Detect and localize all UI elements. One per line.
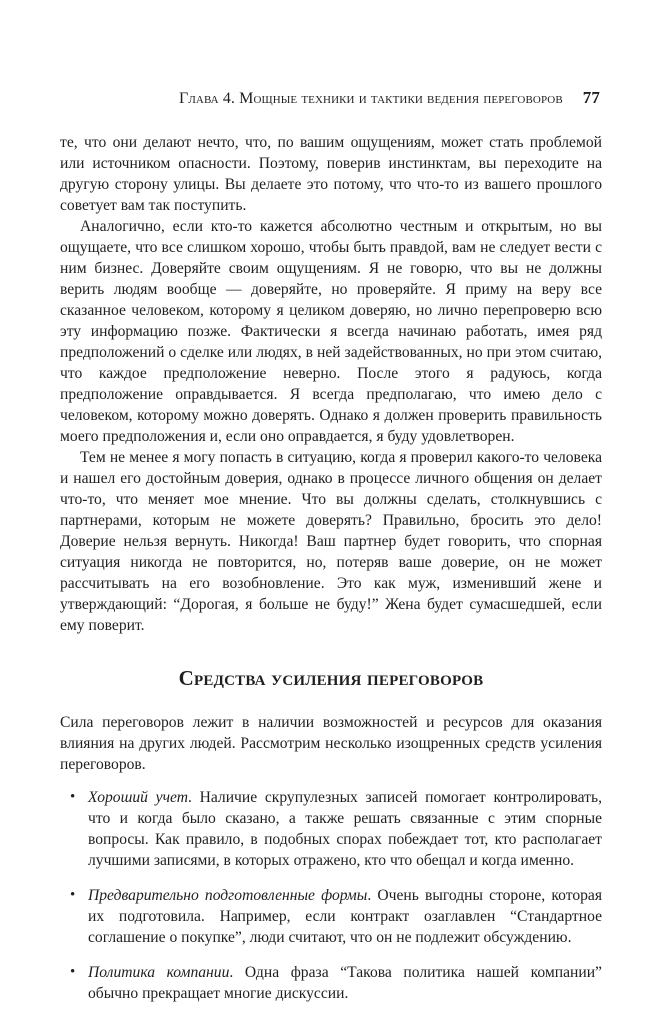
section-intro-paragraph: Сила переговоров лежит в наличии возможностей и ресурсов для оказания влияния на других людей. Рассмотрим несколько изощренных средств усиления переговоров. [60,714,602,773]
page-number: 77 [582,88,600,107]
page-body [60,132,602,1018]
bullet-list [60,787,602,1004]
section-heading: Средства усиления переговоров [178,666,484,690]
list-item [60,787,602,871]
list-item-term: Хороший учет [88,789,188,806]
paragraph-continued: те, что они делают нечто, что, по вашим ощущениям, может стать проблемой или источником опасности. Поэтому, поверив инстинктам, вы переходите на другую сторону улицы. Вы делаете это потому, что что-то из вашего прошлого советует вам так поступить. [60,134,602,214]
bullet-icon: • [70,887,76,903]
list-item-text: . Наличие скрупулезных записей помогает контролировать, что и когда было сказано, а также решать связанные с этим спорные вопросы. Как правило, в подобных спорах побеждает тот, кто располагает лучшими записями, в которых отражено, кто что обещал и когда именно. [88,789,602,869]
list-item [60,962,602,1004]
bullet-icon: • [70,964,76,980]
list-item-text: . Очень выгодны стороне, которая их подготовила. Например, если контракт озаглавлен “Стандартное соглашение о покупке”, люди считают, что он не подлежит обсуждению. [88,887,603,946]
list-item-term: Политика компании [88,964,230,981]
list-item-term: Предварительно подготовленные формы [88,887,368,904]
paragraph: Тем не менее я могу попасть в ситуацию, когда я проверил какого-то человека и нашел его достойным доверия, однако в процессе личного общения он делает что-то, что меняет мое мнение. Что вы должны сделать, столкнувшись с партнерами, которым не можете доверять? Правильно, бросить это дело! Доверие нельзя вернуть. Никогда! Ваш партнер будет говорить, что спорная ситуация никогда не повторится, но, потеряв ваше доверие, он не может рассчитывать на его возобновление. Это как муж, изменивший жене и утверждающий: “Дорогая, я больше не буду!” Жена будет сумасшедшей, если ему поверит. [60,449,602,634]
list-item-text: . Одна фраза “Такова политика нашей компании” обычно прекращает многие дискуссии. [88,964,602,1002]
list-item [60,885,602,948]
chapter-running-title: Глава 4. Мощные техники и тактики ведения переговоров [178,90,563,107]
running-header [60,88,600,108]
paragraph: Аналогично, если кто-то кажется абсолютно честным и открытым, но вы ощущаете, что все слишком хорошо, чтобы быть правдой, вам не следует вести с ним бизнес. Доверяйте своим ощущениям. Я не говорю, что вы не должны верить людям вообще — доверяйте, но проверяйте. Я приму на веру все сказанное человеком, которому я целиком доверяю, но лично перепроверю всю эту информацию позже. Фактически я всегда начинаю работать, имея ряд предположений о сделке или людях, в ней задействованных, но при этом считаю, что каждое предположение неверно. После этого я радуюсь, когда предположение оправдывается. Я всегда предполагаю, что имею дело с человеком, которому можно доверять. Однако я должен проверить правильность моего предположения и, если оно оправдается, я буду удовлетворен. [60,218,602,445]
bullet-icon: • [70,789,76,805]
